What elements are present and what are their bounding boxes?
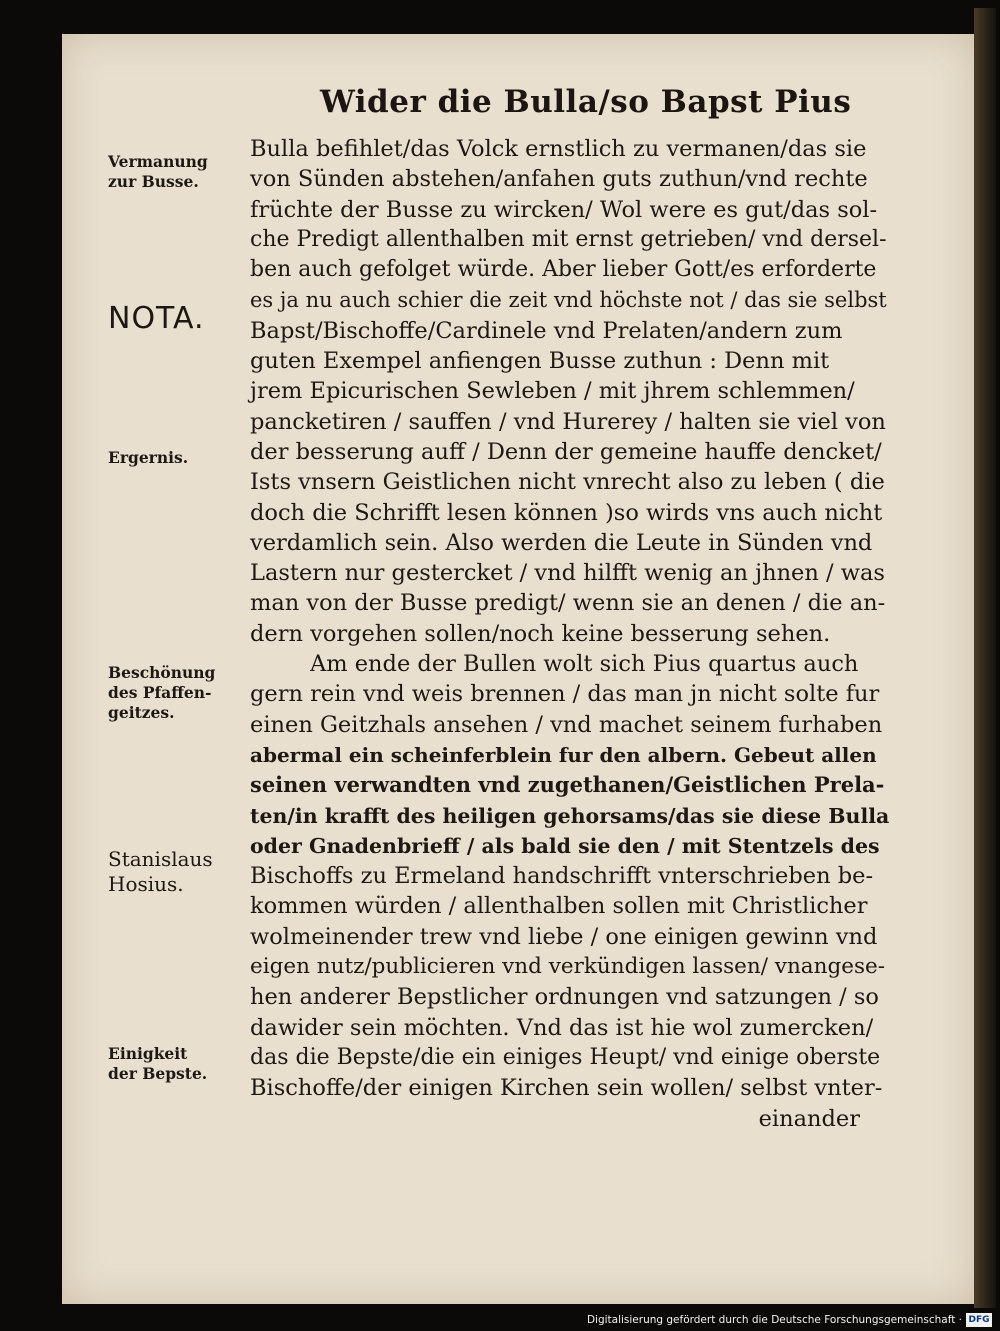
text-line: der besserung auff / Denn der gemeine hauffe dencket/ bbox=[250, 438, 882, 465]
margin-note-ergernis bbox=[108, 448, 238, 468]
margin-note-line: NOTA. bbox=[108, 301, 205, 336]
margin-note-vermanung bbox=[108, 152, 238, 192]
text-line: hen anderer Bepstlicher ordnungen vnd satzungen / so bbox=[250, 984, 879, 1011]
margin-note-line: Hosius. bbox=[108, 872, 184, 896]
margin-note-beschoenung bbox=[108, 663, 238, 723]
text-line: Bapst/Bischoffe/Cardinele vnd Prelaten/andern zum bbox=[250, 317, 843, 344]
text-line: dern vorgehen sollen/noch keine besserung sehen. bbox=[250, 620, 831, 647]
text-line: es ja nu auch schier die zeit vnd höchste not / das sie selbst bbox=[250, 288, 887, 313]
text-line: von Sünden abstehen/anfahen guts zuthun/vnd rechte bbox=[250, 166, 868, 193]
text-line: Bischoffs zu Ermeland handschrifft vnterschrieben be- bbox=[250, 863, 874, 890]
margin-note-line: Einigkeit bbox=[108, 1044, 188, 1063]
text-line: pancketiren / sauffen / vnd Hurerey / halten sie viel von bbox=[250, 408, 886, 435]
text-line: kommen würden / allenthalben sollen mit Christlicher bbox=[250, 893, 868, 920]
text-line: abermal ein scheinferblein fur den albern. Gebeut allen bbox=[250, 742, 877, 767]
text-line: jrem Epicurischen Sewleben / mit jhrem schlemmen/ bbox=[250, 378, 855, 405]
main-text-block bbox=[250, 134, 890, 1134]
margin-note-line: Beschönung bbox=[108, 663, 216, 682]
text-line: wolmeinender trew vnd liebe / one einigen gewinn vnd bbox=[250, 923, 878, 950]
margin-note-line: Ergernis. bbox=[108, 448, 189, 467]
running-header: Wider die Bulla/so Bapst Pius bbox=[320, 84, 852, 120]
text-line: guten Exempel anfiengen Busse zuthun : Denn mit bbox=[250, 348, 830, 375]
text-line: einen Geitzhals ansehen / vnd machet seinem furhaben bbox=[250, 711, 883, 738]
text-line: gern rein vnd weis brennen / das man jn nicht solte fur bbox=[250, 681, 880, 708]
margin-note-line: Vermanung bbox=[108, 152, 208, 171]
text-line: das die Bepste/die ein einiges Heupt/ vnd einige oberste bbox=[250, 1044, 881, 1070]
text-line: ten/in krafft des heiligen gehorsams/das sie diese Bulla bbox=[250, 803, 890, 828]
margin-note-hosius bbox=[108, 847, 238, 897]
margin-note-nota bbox=[108, 302, 238, 336]
text-line: seinen verwandten vnd zugethanen/Geistlichen Prela- bbox=[250, 772, 885, 798]
page-edge bbox=[974, 8, 996, 1308]
text-line: man von der Busse predigt/ wenn sie an denen / die an- bbox=[250, 590, 886, 617]
text-line: ben auch gefolget würde. Aber lieber Gott/es erforderte bbox=[250, 257, 877, 283]
text-line: Bulla befihlet/das Volck ernstlich zu vermanen/das sie bbox=[250, 136, 867, 162]
margin-note-line: des Pfaffen- bbox=[108, 683, 212, 702]
footer-credit: Digitalisierung gefördert durch die Deutsche Forschungsgemeinschaft · bbox=[586, 1314, 962, 1326]
text-line: Bischoffe/der einigen Kirchen sein wollen/ selbst vnter- bbox=[250, 1075, 883, 1102]
text-line: Am ende der Bullen wolt sich Pius quartus auch bbox=[310, 651, 859, 678]
text-line: oder Gnadenbrieff / als bald sie den / mit Stentzels des bbox=[250, 833, 880, 858]
dfg-logo: DFG bbox=[966, 1313, 992, 1327]
text-line: doch die Schrifft lesen können )so wirds vns auch nicht bbox=[250, 499, 883, 526]
margin-note-line: Stanislaus bbox=[108, 847, 213, 871]
catchword: einander bbox=[758, 1105, 860, 1132]
text-line: Lastern nur gestercket / vnd hilfft wenig an jhnen / was bbox=[250, 560, 885, 587]
text-line: früchte der Busse zu wircken/ Wol were es gut/das sol- bbox=[250, 196, 878, 223]
margin-note-line: zur Busse. bbox=[108, 172, 199, 191]
margin-note-line: der Bepste. bbox=[108, 1064, 208, 1083]
margin-note-einigkeit bbox=[108, 1044, 238, 1084]
margin-note-line: geitzes. bbox=[108, 703, 175, 722]
text-line: dawider sein möchten. Vnd das ist hie wol zumercken/ bbox=[250, 1014, 874, 1041]
text-line: verdamlich sein. Also werden die Leute in Sünden vnd bbox=[250, 529, 873, 556]
text-line: Ists vnsern Geistlichen nicht vnrecht also zu leben ( die bbox=[250, 469, 885, 496]
text-line: eigen nutz/publicieren vnd verkündigen lassen/ vnangese- bbox=[250, 954, 885, 980]
text-line: che Predigt allenthalben mit ernst getrieben/ vnd dersel- bbox=[250, 226, 887, 252]
